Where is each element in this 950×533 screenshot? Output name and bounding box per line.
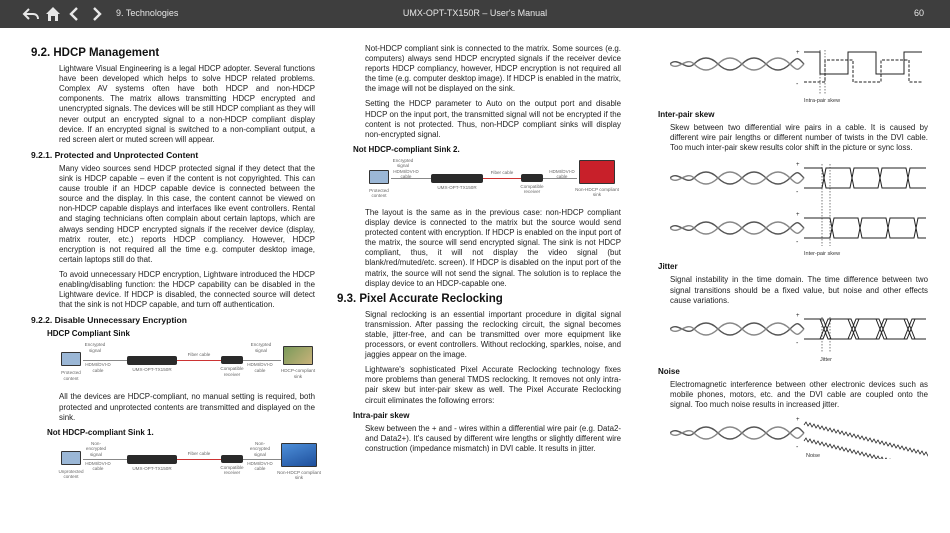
minus-label: - [796,189,799,197]
laptop-icon [61,451,81,465]
noise-waveform [670,415,928,459]
paragraph: Signal reclocking is an essential important procedure in digital signal transmission. After passing the reclocking circuit, the signal becomes stable, jitter-free, and can be transmitted over more equipment like processors, or event controllers. Without reclocking, sparkles, noise, and jaggies appear on the image. [365,309,621,360]
fiber-line [177,459,221,460]
label: Unprotected content [58,468,84,480]
label: Compatible receiver [220,464,244,476]
minus-label: - [796,444,799,452]
receiver-device [221,455,243,463]
label: Non-HDCP compliant sink [575,186,619,198]
paragraph: Not-HDCP compliant sink is connected to the matrix. Some sources (e.g. computers) always send HDCP encrypted signals if the receiver device reports HDCP compliancy, however, HDCP encryption is not required all the time (e.g. computer desktop image). If HDCP is enabled in the matrix, the image will not be displayed on the sink. [365,44,621,94]
intra-pair-skew-label: Intra-pair skew [804,98,841,104]
label: UMX-OPT-TX150R [132,465,172,471]
cable-line [83,360,127,361]
heading-protected-content: 9.2.1. Protected and Unprotected Content [31,149,199,160]
heading-not-compliant-sink-2: Not HDCP-compliant Sink 2. [353,144,460,154]
heading-hdcp-compliant-sink: HDCP Compliant Sink [47,329,130,339]
label: Encrypted signal [250,342,272,353]
noise-label: Noise [806,453,821,460]
paragraph: Signal instability in the time domain. The time difference between two signal transitions should be a fixed value, but noise and other effects cause variations. [670,275,928,305]
plus-label: + [796,417,800,424]
page-number: 60 [913,8,924,18]
inter-pair-skew-label: Inter-pair skew [804,251,841,258]
laptop-icon [369,170,389,184]
minus-label: - [796,339,799,347]
top-bar [0,0,950,28]
label: Compatible receiver [220,366,244,377]
cable-line [243,360,281,361]
section-title: 9. Technologies [116,8,179,18]
display-icon [283,346,313,365]
heading-intra-pair-skew: Intra-pair skew [353,410,410,420]
heading-pixel-accurate-reclocking: 9.3. Pixel Accurate Reclocking [337,292,503,305]
heading-noise: Noise [658,366,680,376]
transmitter-device [127,455,177,464]
heading-jitter: Jitter [658,262,678,272]
cable-line [83,459,127,460]
label: HDMI/DVI-D cable [393,168,419,180]
label: HDMI/DVI-D cable [85,362,111,373]
minus-label: - [796,239,799,247]
label: UMX-OPT-TX150R [437,184,477,190]
paragraph: Setting the HDCP parameter to Auto on the output port and disable HDCP on the input port, the transmitted signal will not be encrypted if the content is not protected. Thus, non-HDCP compliant sinks will display non-encrypted signal. [365,99,621,139]
paragraph: Lightware Visual Engineering is a legal HDCP adopter. Several functions have been developed which helps to solve HDCP related problems. Complex AV systems often have both HDCP and non-HDCP components. The matrix allows transmitting HDCP encrypted and unencrypted signals. The devices will be still HDCP compliant as they will never output an encrypted signal to a non-HDCP compliant display device. If an encrypted signal is switched to a non-compliant output, a red screen alert or muted screen will appear. [59,64,315,144]
heading-disable-encryption: 9.2.2. Disable Unnecessary Encryption [31,315,187,326]
diagram-non-compliant-sink-2 [367,158,621,202]
fiber-line [177,360,221,361]
intra-pair-skew-waveform [670,44,928,106]
paragraph: Lightware's sophisticated Pixel Accurate Reclocking technology fixes more problems than general TMDS reclocking. It removes not only intra-pair skew but inter-pair skew as well. The Pixel Accurate Reclocking circuit eliminates the following errors: [365,365,621,405]
label: Fiber cable [187,450,211,456]
paragraph: The layout is the same as in the previous case: non-HDCP compliant display device is connected to the matrix but the source would send protected content with encryption. If HDCP is enabled on the input port of the matrix, the source will send encrypted signal. The sink is not HDCP compliant, thus, it will not display the video signal (but blank/red/muted/etc. screen). If HDCP is disabled on the input port of the matrix, the source will not send the signal. The solution is to replace the display device to an HDCP-capable one. [365,207,621,288]
heading-hdcp-management: 9.2. HDCP Management [31,47,160,59]
fiber-line [483,178,521,179]
label: UMX-OPT-TX150R [132,367,172,373]
label: HDMI/DVI-D cable [247,460,273,472]
paragraph: Many video sources send HDCP protected signal if they detect that the sink is HDCP capable – even if the content is not copyrighted. This can cause trouble if an HDCP capable device is connected between the source and the display. In this case, the content cannot be viewed on non-HDCP capable displays and interfaces like event controllers. Rental and staging technicians often complain about certain laptops, which are always sending HDCP encrypted signals if the receiver device (display, matrix router, etc.) reports HDCP compliancy. However, HDCP encryption is not required all the time e.g. computer desktop image, certain laptops still do that. [59,163,315,264]
column-3 [658,44,928,463]
label: Fiber cable [490,169,514,175]
inter-pair-skew-waveform [670,158,928,258]
plus-label: + [796,312,800,319]
label: Protected content [369,187,389,199]
label: HDMI/DVI-D cable [247,362,273,373]
laptop-icon [61,352,81,366]
plus-label: + [796,212,800,219]
label: Compatible receiver [520,183,544,195]
plus-label: + [796,50,800,56]
receiver-device [221,356,243,364]
paragraph: Skew between two differential wire pairs in a cable. It is caused by different wire pair lengths or different number of twists in the DVI cable. Too much inter-pair skew results color shift in the picture or sync loss. [670,123,928,153]
transmitter-device [127,356,177,365]
jitter-waveform [670,311,928,363]
red-screen-display-icon [579,160,615,184]
display-icon [281,443,317,467]
heading-inter-pair-skew: Inter-pair skew [658,110,715,119]
paragraph: Skew between the + and - wires within a differential wire pair (e.g. Data2- and Data2+). It's caused by different wire lengths or slightly different wire construction (impedance mismatch) in DVI cable. It results in jitter. [365,423,621,453]
receiver-device [521,174,543,182]
paragraph: All the devices are HDCP-compliant, no manual setting is required, both protected and unprotected contents are transmitted and displayed on the sink. [59,392,315,422]
column-2 [337,44,621,459]
label: HDCP-compliant sink [280,368,316,379]
transmitter-device [431,174,483,183]
label: HDMI/DVI-D cable [549,168,575,180]
label: Encrypted signal [392,157,414,169]
column-1 [31,44,321,491]
paragraph: Electromagnetic interference between other electronic devices such as mobile phones, motors, etc. and the DVI cable are coupled onto the signal. Too much noise results in increased jitter. [670,379,928,410]
diagram-compliant-sink [59,342,315,386]
jitter-label: Jitter [820,356,832,363]
label: Non-encrypted signal [85,440,107,457]
label: Fiber cable [187,352,211,358]
label: HDMI/DVI-D cable [85,460,111,472]
cable-line [243,459,281,460]
heading-not-compliant-sink-1: Not HDCP-compliant Sink 1. [47,427,154,437]
document-title: UMX-OPT-TX150R – User's Manual [402,8,548,18]
label: Encrypted signal [84,342,106,353]
paragraph: To avoid unnecessary HDCP encryption, Lightware introduced the HDCP enabling/disabling function: the HDCP capability can be disabled in the Lightware device. If HDCP is disabled, the connected source will detect that the sink is not HDCP capable, and turn off authentication. [59,269,315,310]
minus-label: - [796,81,799,88]
label: Non-encrypted signal [249,440,271,457]
label: Non-HDCP compliant sink [277,469,321,481]
plus-label: + [796,162,800,169]
label: Protected content [61,370,81,381]
diagram-non-compliant-sink-1 [58,440,321,485]
